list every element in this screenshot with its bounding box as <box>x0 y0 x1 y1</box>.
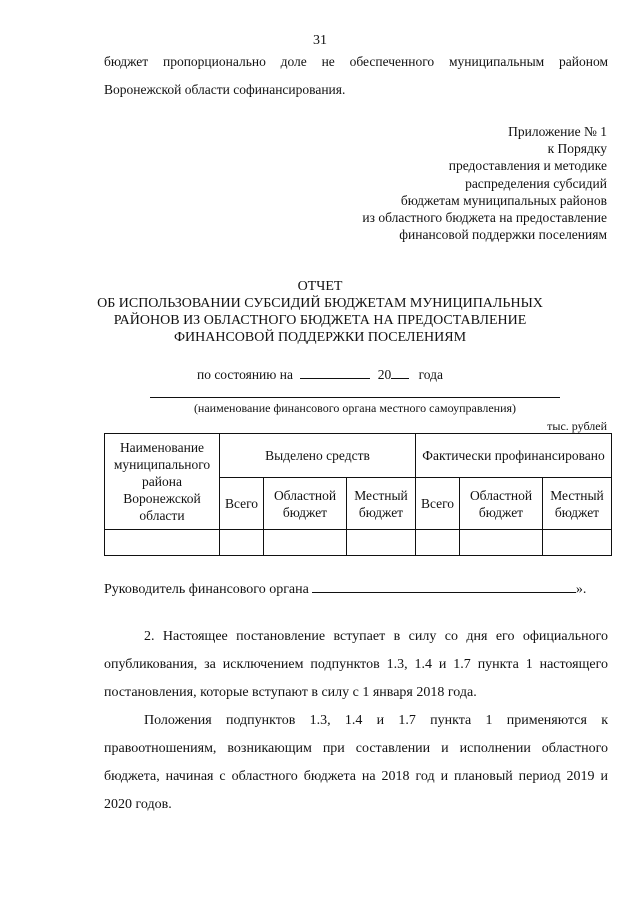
paragraph-top: бюджет пропорционально доле не обеспеченного муниципальным районом Воронежской области софинансирования. <box>104 54 608 97</box>
as-of-date <box>0 366 640 383</box>
as-of-suffix: года <box>418 367 444 382</box>
units-label: тыс. рублей <box>547 419 607 433</box>
header-financed-regional: Областной бюджет <box>460 478 543 530</box>
appendix-line: из областного бюджета на предоставление <box>362 210 607 226</box>
table-cell <box>264 530 347 556</box>
as-of-prefix: по состоянию на <box>196 367 293 382</box>
appendix-line: распределения субсидий <box>465 175 607 191</box>
appendix-line: Приложение № 1 <box>508 124 607 139</box>
table-cell <box>347 530 416 556</box>
table-cell <box>105 530 220 556</box>
report-title-line: ФИНАНСОВОЙ ПОДДЕРЖКИ ПОСЕЛЕНИЯМ <box>173 330 467 345</box>
header-allocated-total: Всего <box>220 478 264 530</box>
header-district: Наименование муниципального района Воронежской области <box>105 434 220 530</box>
table-cell <box>220 530 264 556</box>
header-allocated-local: Местный бюджет <box>347 478 416 530</box>
org-name-line <box>150 397 560 398</box>
paragraph-2: 2. Настоящее постановление вступает в силу со дня его официального опубликования, за исключением подпунктов 1.3, 1.4 и 1.7 пункта 1 настоящего постановления, которые вступают в силу с 1 января 2018 года. <box>104 629 608 700</box>
table-cell <box>416 530 460 556</box>
appendix-line: предоставления и методике <box>448 158 607 174</box>
appendix-line: финансовой поддержки поселениям <box>399 227 607 243</box>
report-table <box>104 433 612 556</box>
signature-blank <box>312 579 576 593</box>
report-title-line: РАЙОНОВ ИЗ ОБЛАСТНОГО БЮДЖЕТА НА ПРЕДОСТАВЛЕНИЕ <box>113 313 527 328</box>
paragraph-3: Положения подпунктов 1.3, 1.4 и 1.7 пункта 1 применяются к правоотношениям, возникающим при составлении и исполнении областного бюджета, начиная с областного бюджета на 2018 год и плановый период 2019 и 2020 годов. <box>104 713 608 812</box>
table-cell <box>543 530 612 556</box>
appendix-line: к Порядку <box>547 141 607 157</box>
org-name-caption: (наименование финансового органа местного самоуправления) <box>193 401 517 415</box>
report-title-line: ОБ ИСПОЛЬЗОВАНИИ СУБСИДИЙ БЮДЖЕТАМ МУНИЦИПАЛЬНЫХ <box>97 296 543 311</box>
report-title-line: ОТЧЕТ <box>297 279 343 294</box>
header-allocated-regional: Областной бюджет <box>264 478 347 530</box>
signature-line <box>104 579 608 598</box>
page-number: 31 <box>313 33 327 48</box>
as-of-year-prefix: 20 <box>377 367 392 382</box>
appendix-line: бюджетам муниципальных районов <box>400 192 607 208</box>
signature-end: ». <box>575 582 587 597</box>
report-title <box>80 278 560 346</box>
header-financed-local: Местный бюджет <box>543 478 612 530</box>
header-financed-total: Всего <box>416 478 460 530</box>
appendix-header <box>362 123 607 243</box>
table-cell <box>460 530 543 556</box>
table-row <box>105 530 612 556</box>
year-blank <box>391 366 409 379</box>
table-header-row <box>105 434 612 478</box>
header-allocated: Выделено средств <box>220 434 416 478</box>
date-blank <box>300 366 370 379</box>
signature-label: Руководитель финансового органа <box>104 582 309 597</box>
header-financed: Фактически профинансировано <box>416 434 612 478</box>
